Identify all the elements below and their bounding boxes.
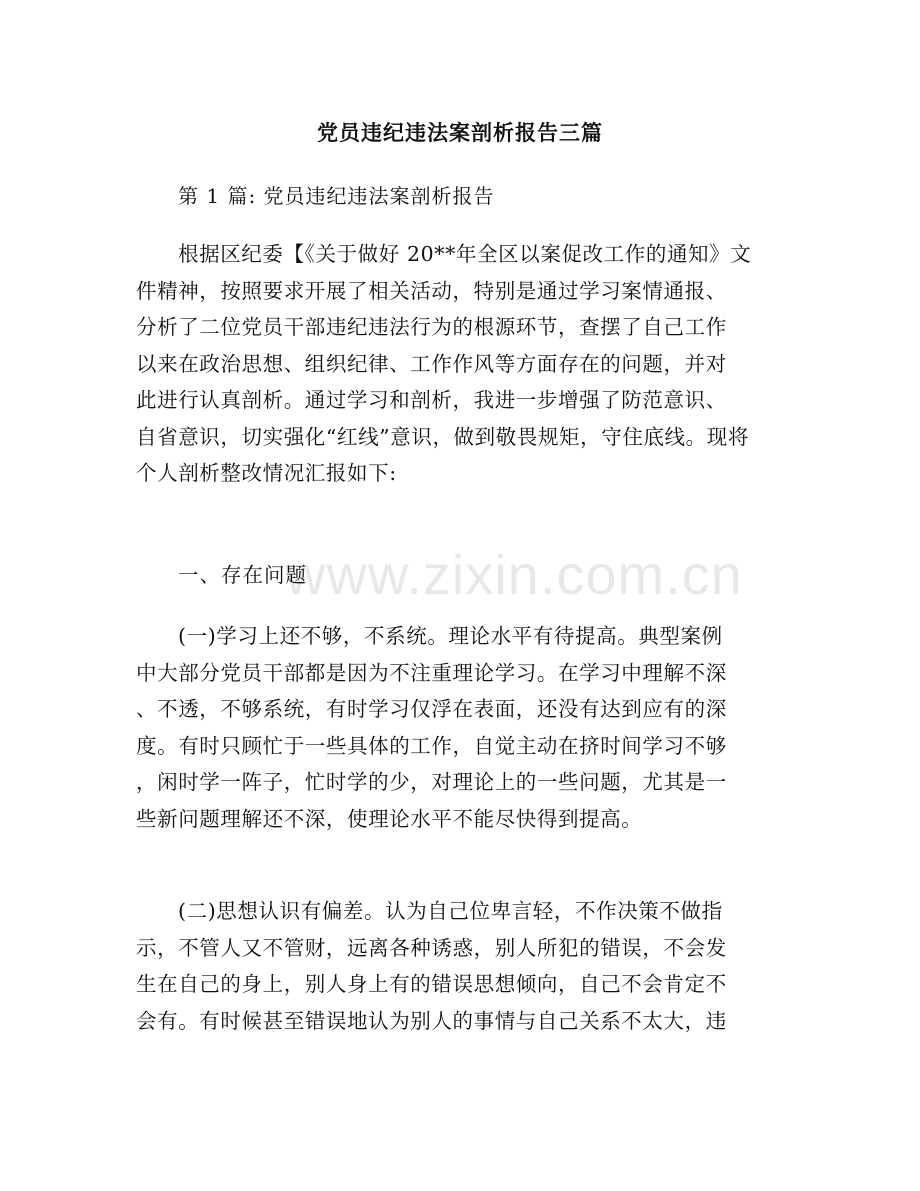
section-heading: 一、存在问题	[178, 563, 307, 587]
paragraph-2	[136, 618, 786, 837]
paragraph-line: 此进行认真剖析。通过学习和剖析，我进一步增强了防范意识、	[136, 388, 727, 412]
paragraph-1	[136, 236, 786, 492]
paragraph-line: (一)学习上还不够，不系统。理论水平有待提高。典型案例	[178, 624, 723, 648]
document-subtitle: 第 1 篇: 党员违纪违法案剖析报告	[178, 184, 495, 208]
paragraph-line: 些新问题理解还不深，使理论水平不能尽快得到提高。	[136, 806, 643, 831]
paragraph-line: 生在自己的身上，别人身上有的错误思想倾向，自己不会肯定不	[136, 972, 727, 996]
paragraph-line: 自省意识，切实强化“红线”意识，做到敬畏规矩，守住底线。现将	[136, 424, 749, 449]
watermark: www.zixin.com.cn	[285, 543, 743, 606]
document-title: 党员违纪违法案剖析报告三篇	[317, 121, 603, 145]
paragraph-line: 度。有时只顾忙于一些具体的工作，自觉主动在挤时间学习不够	[136, 733, 727, 758]
paragraph-3	[136, 893, 786, 1039]
paragraph-line: 、不透，不够系统，有时学习仅浮在表面，还没有达到应有的深	[136, 697, 727, 721]
paragraph-line: ，闲时学一阵子，忙时学的少，对理论上的一些问题，尤其是一	[136, 770, 727, 794]
paragraph-line: (二)思想认识有偏差。认为自己位卑言轻，不作决策不做指	[178, 899, 723, 923]
paragraph-line: 分析了二位党员干部违纪违法行为的根源环节，查摆了自己工作	[136, 315, 727, 339]
paragraph-line: 会有。有时候甚至错误地认为别人的事情与自己关系不太大，违	[136, 1008, 727, 1033]
paragraph-line: 中大部分党员干部都是因为不注重理论学习。在学习中理解不深	[136, 660, 727, 685]
paragraph-line: 个人剖析整改情况汇报如下:	[136, 461, 397, 485]
paragraph-line: 以来在政治思想、组织纪律、工作作风等方面存在的问题，并对	[136, 351, 727, 376]
paragraph-line: 件精神，按照要求开展了相关活动，特别是通过学习案情通报、	[136, 278, 727, 303]
paragraph-line: 根据区纪委【《关于做好 20**年全区以案促改工作的通知》文	[178, 242, 752, 266]
paragraph-line: 示，不管人又不管财，远离各种诱惑，别人所犯的错误，不会发	[136, 935, 727, 960]
